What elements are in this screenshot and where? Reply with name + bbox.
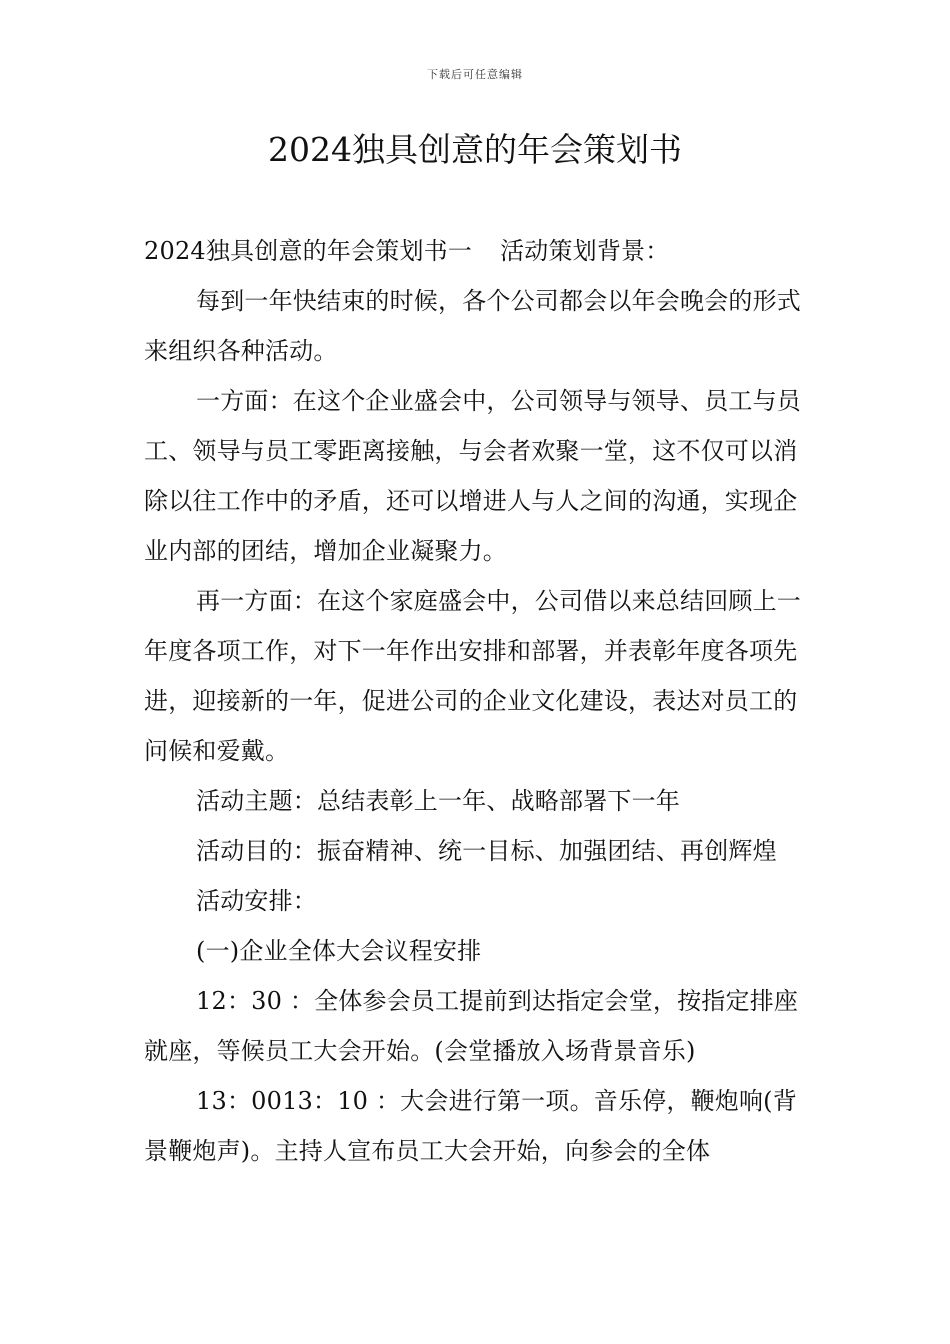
paragraph-background: 每到一年快结束的时候，各个公司都会以年会晚会的形式来组织各种活动。 xyxy=(144,287,801,365)
paragraph-aspect-one: 一方面：在这个企业盛会中，公司领导与领导、员工与员工、领导与员工零距离接触，与会者欢聚一堂，这不仅可以消除以往工作中的矛盾，还可以增进人与人之间的沟通，实现企业内部的团结，增加企业凝聚力。 xyxy=(144,387,801,565)
header-note: 下载后可任意编辑 xyxy=(427,68,523,81)
intro-doc-name: 2024独具创意的年会策划书一 xyxy=(144,237,473,265)
paragraph-purpose: 活动目的：振奋精神、统一目标、加强团结、再创辉煌 xyxy=(196,837,777,865)
paragraph-agenda-1300: 13：0013：10 ：大会进行第一项。音乐停，鞭炮响(背景鞭炮声)。主持人宣布员工大会开始，向参会的全体 xyxy=(144,1087,797,1165)
document-title: 2024独具创意的年会策划书 xyxy=(268,130,682,169)
intro-line xyxy=(144,226,808,276)
paragraph-agenda-1230: 12：30 ：全体参会员工提前到达指定会堂，按指定排座就座，等候员工大会开始。(会堂播放入场背景音乐) xyxy=(144,987,799,1065)
paragraph-aspect-two: 再一方面：在这个家庭盛会中，公司借以来总结回顾上一年度各项工作，对下一年作出安排和部署，并表彰年度各项先进，迎接新的一年，促进公司的企业文化建设，表达对员工的问候和爱戴。 xyxy=(144,587,801,765)
intro-section-heading: 活动策划背景： xyxy=(500,237,670,265)
document-body xyxy=(144,226,808,1176)
paragraph-arrangement-heading: 活动安排： xyxy=(196,887,317,915)
paragraph-theme: 活动主题：总结表彰上一年、战略部署下一年 xyxy=(196,787,680,815)
paragraph-agenda-heading: (一)企业全体大会议程安排 xyxy=(196,937,482,965)
